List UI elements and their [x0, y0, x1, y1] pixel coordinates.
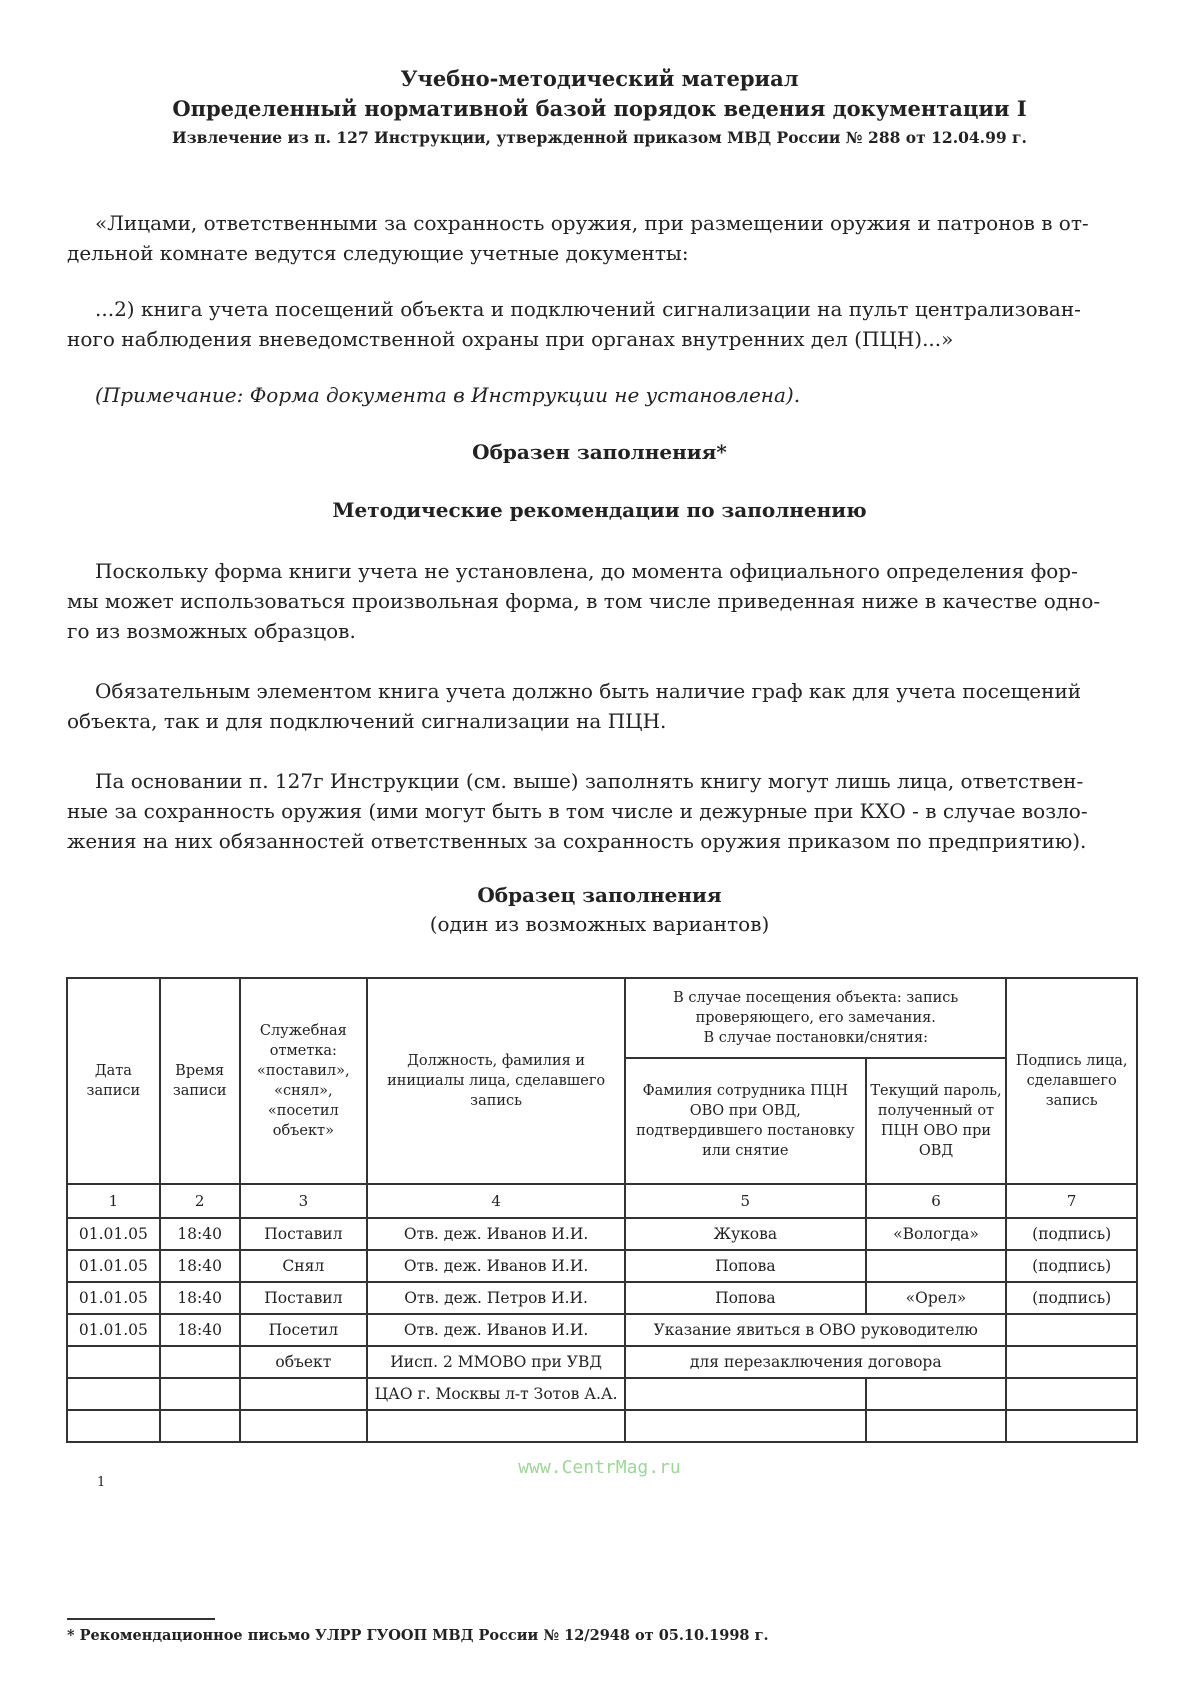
quote-line: ного наблюдения вневедомственной охраны при органах внутренних дел (ПЦН)...» [67, 327, 954, 351]
footnote: * Рекомендационное письмо УЛРР ГУООП МВД России № 12/2948 от 05.10.1998 г. [67, 1627, 769, 1644]
table-cell [240, 1378, 368, 1410]
paragraph-line: Поскольку форма книги учета не установлена, до момента официального определения фор- [95, 559, 1078, 583]
table-row [67, 1314, 1137, 1346]
note [67, 380, 1137, 410]
table-cell: 01.01.05 [67, 1314, 160, 1346]
table-cell [67, 1378, 160, 1410]
quote-paragraph [67, 294, 1137, 354]
table-cell: «Вологда» [866, 1218, 1007, 1250]
table-cell: Отв. деж. Иванов И.И. [367, 1314, 625, 1346]
table-cell [67, 1410, 160, 1442]
column-number: 3 [240, 1184, 368, 1218]
paragraph-line: Па основании п. 127г Инструкции (см. выше) заполнять книгу могут лишь лица, ответствен- [95, 769, 1084, 793]
table-cell: 01.01.05 [67, 1250, 160, 1282]
table-cell-merged: Указание явиться в ОВО руководителю [625, 1314, 1006, 1346]
table-row [67, 1250, 1137, 1282]
table-cell: (подпись) [1006, 1250, 1137, 1282]
column-number: 4 [367, 1184, 625, 1218]
method-title: Методические рекомендации по заполнению [332, 498, 867, 522]
table-cell [160, 1346, 240, 1378]
table-cell [1006, 1410, 1137, 1442]
table-cell: Жукова [625, 1218, 866, 1250]
paragraph-line: ные за сохранность оружия (ими могут быть в том числе и дежурные при КХО - в случае возло- [67, 799, 1088, 823]
header-person: Должность, фамилия и инициалы лица, сделавшего запись [367, 978, 625, 1184]
table-row [67, 1410, 1137, 1442]
table-cell: (подпись) [1006, 1282, 1137, 1314]
table-cell [625, 1410, 866, 1442]
table-cell [1006, 1346, 1137, 1378]
quote-line: «Лицами, ответственными за сохранность оружия, при размещении оружия и патронов в от- [95, 211, 1089, 235]
table-cell: Поставил [240, 1282, 368, 1314]
table-cell: Снял [240, 1250, 368, 1282]
table-cell [1006, 1314, 1137, 1346]
table-cell: объект [240, 1346, 368, 1378]
table-title: Образец заполнения [477, 883, 722, 907]
header-group-sub: В случае постановки/снятия: [703, 1030, 928, 1046]
header-group [625, 978, 1006, 1058]
paragraph-line: мы может использоваться произвольная форма, в том числе приведенная ниже в качестве одно- [67, 589, 1101, 613]
sample-title: Образен заполнения* [472, 440, 727, 464]
table-cell: Попова [625, 1282, 866, 1314]
table-cell: Поставил [240, 1218, 368, 1250]
column-number: 2 [160, 1184, 240, 1218]
table-cell [160, 1378, 240, 1410]
column-number: 5 [625, 1184, 866, 1218]
table-row [67, 1346, 1137, 1378]
table-cell: «Орел» [866, 1282, 1007, 1314]
table-cell: 01.01.05 [67, 1218, 160, 1250]
paragraph-line: го из возможных образцов. [67, 619, 356, 643]
table-row [67, 1378, 1137, 1410]
column-number: 7 [1006, 1184, 1137, 1218]
header-officer: Фамилия сотрудника ПЦН ОВО при ОВД, подтвердившего постановку или снятие [625, 1058, 866, 1184]
table-cell [625, 1378, 866, 1410]
doc-header-line3: Извлечение из п. 127 Инструкции, утвержденной приказом МВД России № 288 от 12.04.99 г. [172, 128, 1027, 147]
table-cell [67, 1346, 160, 1378]
paragraph-line: Обязательным элементом книга учета должно быть наличие граф как для учета посещений [95, 679, 1082, 703]
table-cell: Попова [625, 1250, 866, 1282]
table-cell-merged: для перезаключения договора [625, 1346, 1006, 1378]
header-group-top: В случае посещения объекта: запись проверяющего, его замечания. [673, 990, 959, 1026]
quote-paragraph [67, 208, 1137, 268]
header-signature: Подпись лица, сделавшего запись [1006, 978, 1137, 1184]
column-number: 1 [67, 1184, 160, 1218]
table-header-row [67, 978, 1137, 1058]
paragraph-3 [67, 766, 1137, 856]
table-row [67, 1218, 1137, 1250]
table-cell: (подпись) [1006, 1218, 1137, 1250]
header-mark: Служебная отметка: «поставил», «снял», «посетил объект» [240, 978, 368, 1184]
table-cell: Отв. деж. Иванов И.И. [367, 1218, 625, 1250]
paragraph-1 [67, 556, 1137, 646]
footnote-divider [67, 1618, 215, 1620]
note-text: (Примечание: Форма документа в Инструкции не установлена). [95, 383, 801, 407]
log-table [66, 977, 1138, 1443]
table-subtitle: (один из возможных вариантов) [429, 912, 770, 936]
table-cell [160, 1410, 240, 1442]
table-cell: 18:40 [160, 1314, 240, 1346]
table-cell: 18:40 [160, 1218, 240, 1250]
table-cell [866, 1250, 1007, 1282]
paragraph-line: жения на них обязанностей ответственных за сохранность оружия приказом по предприятию). [67, 829, 1087, 853]
table-cell: Отв. деж. Иванов И.И. [367, 1250, 625, 1282]
table-cell: Иисп. 2 ММОВО при УВД [367, 1346, 625, 1378]
column-numbers-row [67, 1184, 1137, 1218]
table-cell: 01.01.05 [67, 1282, 160, 1314]
column-number: 6 [866, 1184, 1007, 1218]
paragraph-2 [67, 676, 1137, 736]
header-password: Текущий пароль, полученный от ПЦН ОВО при ОВД [866, 1058, 1007, 1184]
table-cell: Отв. деж. Петров И.И. [367, 1282, 625, 1314]
table-cell: Посетил [240, 1314, 368, 1346]
table-cell: ЦАО г. Москвы л-т Зотов А.А. [367, 1378, 625, 1410]
doc-header-line1: Учебно-методический материал [400, 66, 799, 91]
watermark: www.CentrMag.ru [518, 1457, 681, 1478]
page-number: 1 [97, 1475, 106, 1490]
quote-line: ...2) книга учета посещений объекта и подключений сигнализации на пульт централизован- [95, 297, 1081, 321]
table-cell [866, 1410, 1007, 1442]
table-cell: 18:40 [160, 1282, 240, 1314]
table-cell [1006, 1378, 1137, 1410]
table-cell [866, 1378, 1007, 1410]
quote-line: дельной комнате ведутся следующие учетные документы: [67, 241, 689, 265]
header-time: Время записи [160, 978, 240, 1184]
doc-header-line2: Определенный нормативной базой порядок ведения документации I [172, 96, 1027, 121]
paragraph-line: объекта, так и для подключений сигнализации на ПЦН. [67, 709, 667, 733]
table-row [67, 1282, 1137, 1314]
table-cell [367, 1410, 625, 1442]
table-cell [240, 1410, 368, 1442]
table-cell: 18:40 [160, 1250, 240, 1282]
header-date: Дата записи [67, 978, 160, 1184]
